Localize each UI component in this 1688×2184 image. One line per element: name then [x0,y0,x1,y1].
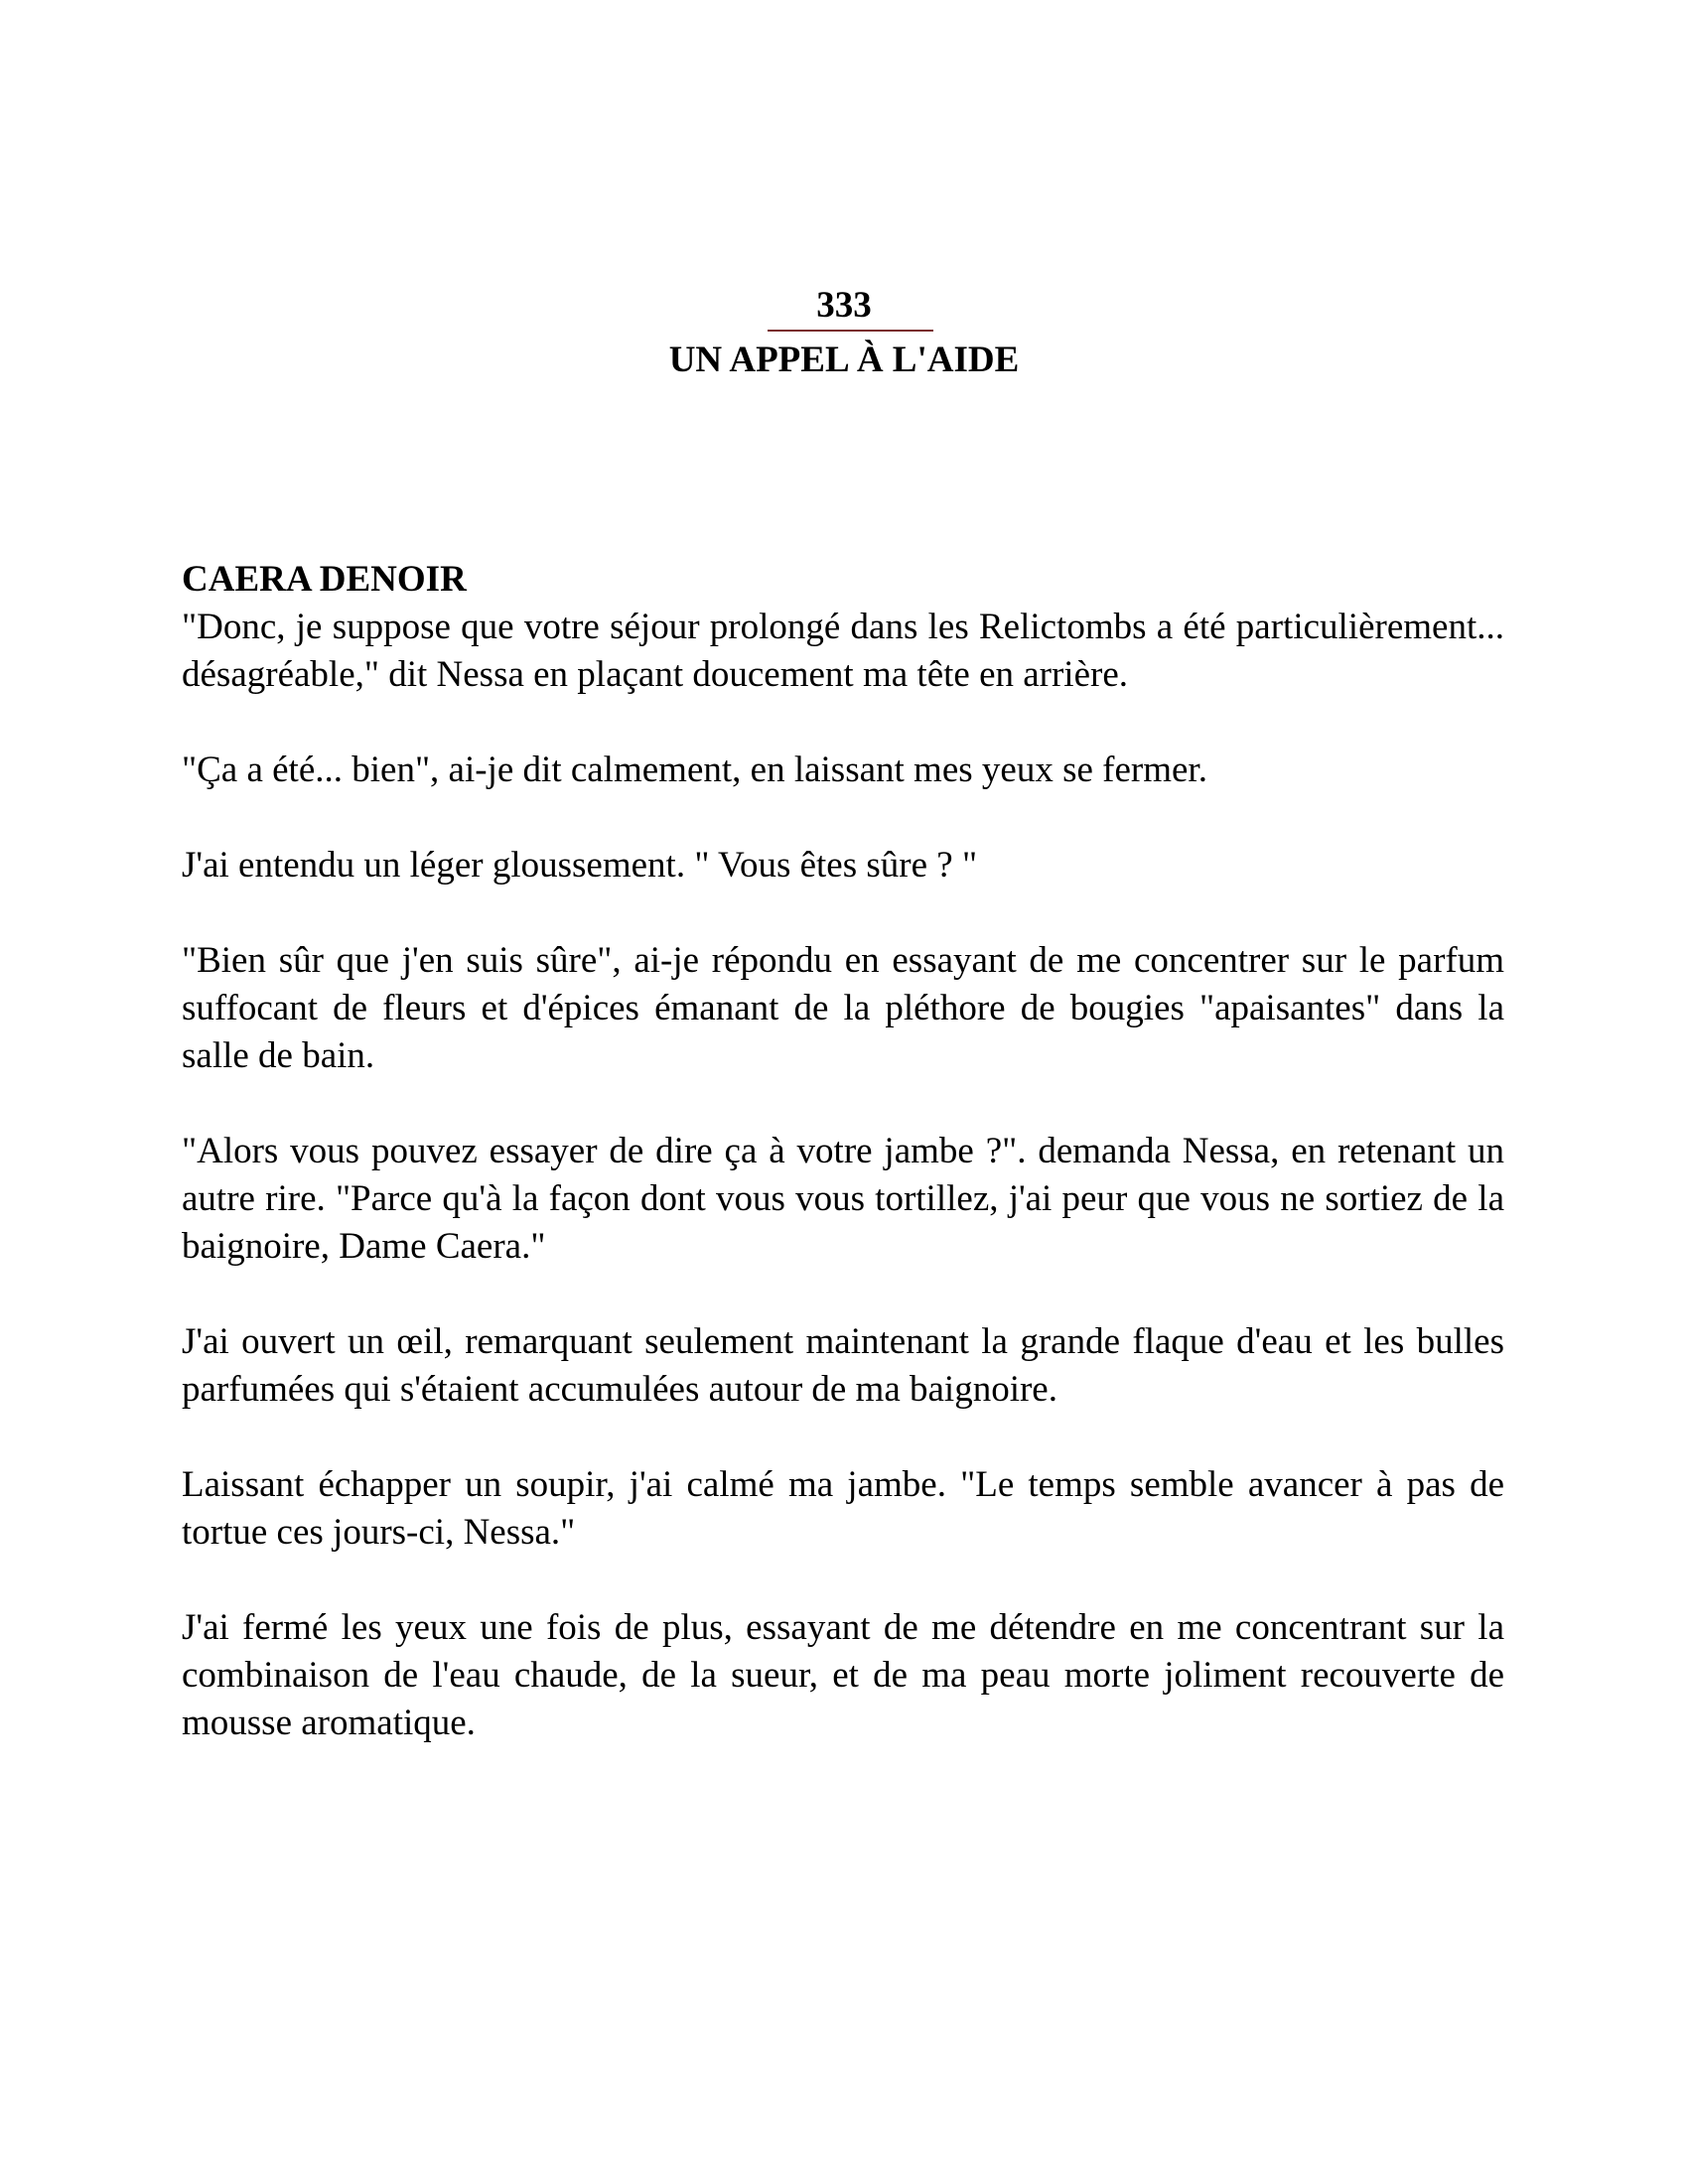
pov-speaker-heading: CAERA DENOIR [182,559,467,600]
paragraph: "Ça a été... bien", ai-je dit calmement, en laissant mes yeux se fermer. [182,750,1207,790]
paragraph: J'ai entendu un léger gloussement. " Vous êtes sûre ? " [182,845,978,886]
paragraph: J'ai ouvert un œil, remarquant seulement maintenant la grande flaque d'eau et les bulles parfumées qui s'étaient accumulées autour de ma baignoire. [182,1321,1504,1410]
paragraph: "Bien sûr que j'en suis sûre", ai-je répondu en essayant de me concentrer sur le parfum suffocant de fleurs et d'épices émanant de la pléthore de bougies "apaisantes" dans la salle de bain. [182,940,1504,1076]
paragraph: "Donc, je suppose que votre séjour prolongé dans les Relictombs a été particulièrement... désagréable," dit Nessa en plaçant doucement ma tête en arrière. [182,607,1504,695]
chapter-number-text: 333 [816,285,872,326]
chapter-body [182,556,1504,1747]
chapter-number [0,284,1688,328]
chapter-number-underline [768,330,933,332]
paragraph: J'ai fermé les yeux une fois de plus, essayant de me détendre en me concentrant sur la combinaison de l'eau chaude, de la sueur, et de ma peau morte joliment recouverte de mousse aromatique. [182,1607,1504,1743]
paragraph: "Alors vous pouvez essayer de dire ça à votre jambe ?". demanda Nessa, en retenant un autre rire. "Parce qu'à la façon dont vous vous tortillez, j'ai peur que vous ne sortiez de la baignoire, Dame Caera." [182,1131,1504,1267]
paragraph: Laissant échapper un soupir, j'ai calmé ma jambe. "Le temps semble avancer à pas de tortue ces jours-ci, Nessa." [182,1464,1504,1553]
chapter-title: UN APPEL À L'AIDE [668,340,1020,380]
